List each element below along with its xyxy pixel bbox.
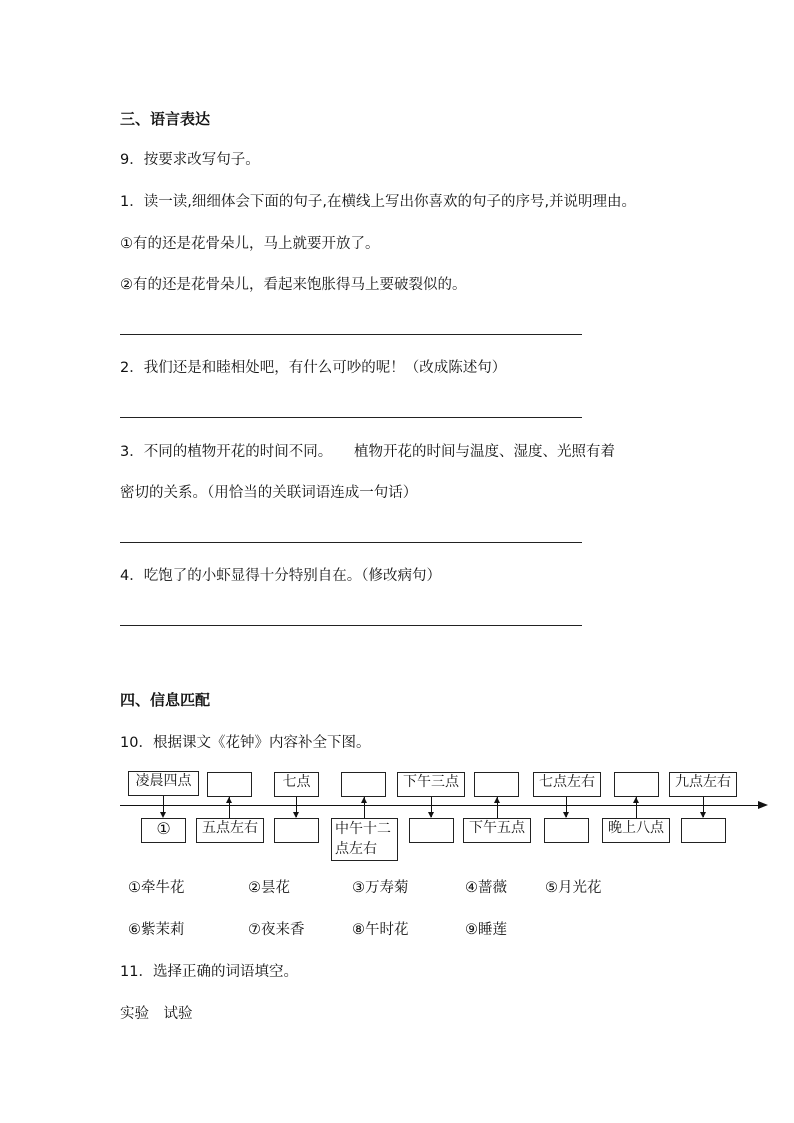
answer-line-4[interactable] — [120, 625, 582, 626]
option-5: ⑤月光花 — [545, 880, 602, 896]
bottom-box-9[interactable] — [681, 818, 726, 843]
option-8: ⑧午时花 — [352, 922, 409, 938]
question-11: 11．选择正确的词语填空。 — [120, 964, 298, 980]
question-9-3-line-2: 密切的关系。（用恰当的关联词语连成一句话） — [120, 485, 418, 501]
connector-7 — [566, 797, 567, 805]
bottom-box-1: ① — [141, 818, 186, 843]
top-box-5: 下午三点 — [397, 772, 465, 797]
question-9-3-line-1: 3．不同的植物开花的时间不同。 植物开花的时间与温度、湿度、光照有着 — [120, 444, 615, 460]
top-box-7: 七点左右 — [533, 772, 601, 797]
arrow-up-icon — [226, 797, 232, 803]
arrow-up-icon — [633, 797, 639, 803]
bottom-box-5[interactable] — [409, 818, 454, 843]
arrow-up-icon — [494, 797, 500, 803]
connector-9 — [703, 797, 704, 805]
question-9-2: 2．我们还是和睦相处吧，有什么可吵的呢！（改成陈述句） — [120, 360, 507, 376]
sentence-2: ②有的还是花骨朵儿，看起来饱胀得马上要破裂似的。 — [120, 277, 467, 293]
question-9-1: 1．读一读,细细体会下面的句子,在横线上写出你喜欢的句子的序号,并说明理由。 — [120, 194, 637, 210]
option-2: ②昙花 — [248, 880, 290, 896]
answer-line-3[interactable] — [120, 542, 582, 543]
timeline-axis — [120, 805, 760, 806]
top-box-2[interactable] — [207, 772, 252, 797]
question-9: 9．按要求改写句子。 — [120, 152, 260, 168]
bottom-box-6: 下午五点 — [463, 818, 531, 843]
question-11-words: 实验 试验 — [120, 1006, 193, 1022]
option-7: ⑦夜来香 — [248, 922, 305, 938]
top-box-1: 凌晨四点 — [128, 771, 199, 796]
top-box-4[interactable] — [341, 772, 386, 797]
top-box-6[interactable] — [474, 772, 519, 797]
question-10: 10．根据课文《花钟》内容补全下图。 — [120, 735, 371, 751]
top-box-9: 九点左右 — [669, 772, 737, 797]
timeline-arrowhead — [758, 801, 768, 809]
sentence-1: ①有的还是花骨朵儿，马上就要开放了。 — [120, 236, 380, 252]
bottom-box-3[interactable] — [274, 818, 319, 843]
bottom-box-8: 晚上八点 — [602, 818, 670, 843]
answer-line-1[interactable] — [120, 334, 582, 335]
question-9-4: 4．吃饱了的小虾显得十分特别自在。（修改病句） — [120, 568, 441, 584]
option-1: ①牵牛花 — [128, 880, 185, 896]
top-box-3: 七点 — [274, 772, 319, 797]
option-4: ④蔷薇 — [465, 880, 507, 896]
bottom-box-2: 五点左右 — [196, 818, 264, 843]
top-box-8[interactable] — [614, 772, 659, 797]
connector-3 — [296, 797, 297, 805]
arrow-up-icon — [361, 797, 367, 803]
bottom-box-7[interactable] — [544, 818, 589, 843]
option-9: ⑨睡莲 — [465, 922, 507, 938]
connector-5 — [431, 797, 432, 805]
option-6: ⑥紫茉莉 — [128, 922, 185, 938]
option-3: ③万寿菊 — [352, 880, 409, 896]
connector-1 — [163, 796, 164, 813]
section-3-heading: 三、语言表达 — [120, 110, 211, 128]
section-4-heading: 四、信息匹配 — [120, 691, 211, 709]
bottom-box-4: 中午十二点左右 — [331, 818, 398, 861]
answer-line-2[interactable] — [120, 417, 582, 418]
